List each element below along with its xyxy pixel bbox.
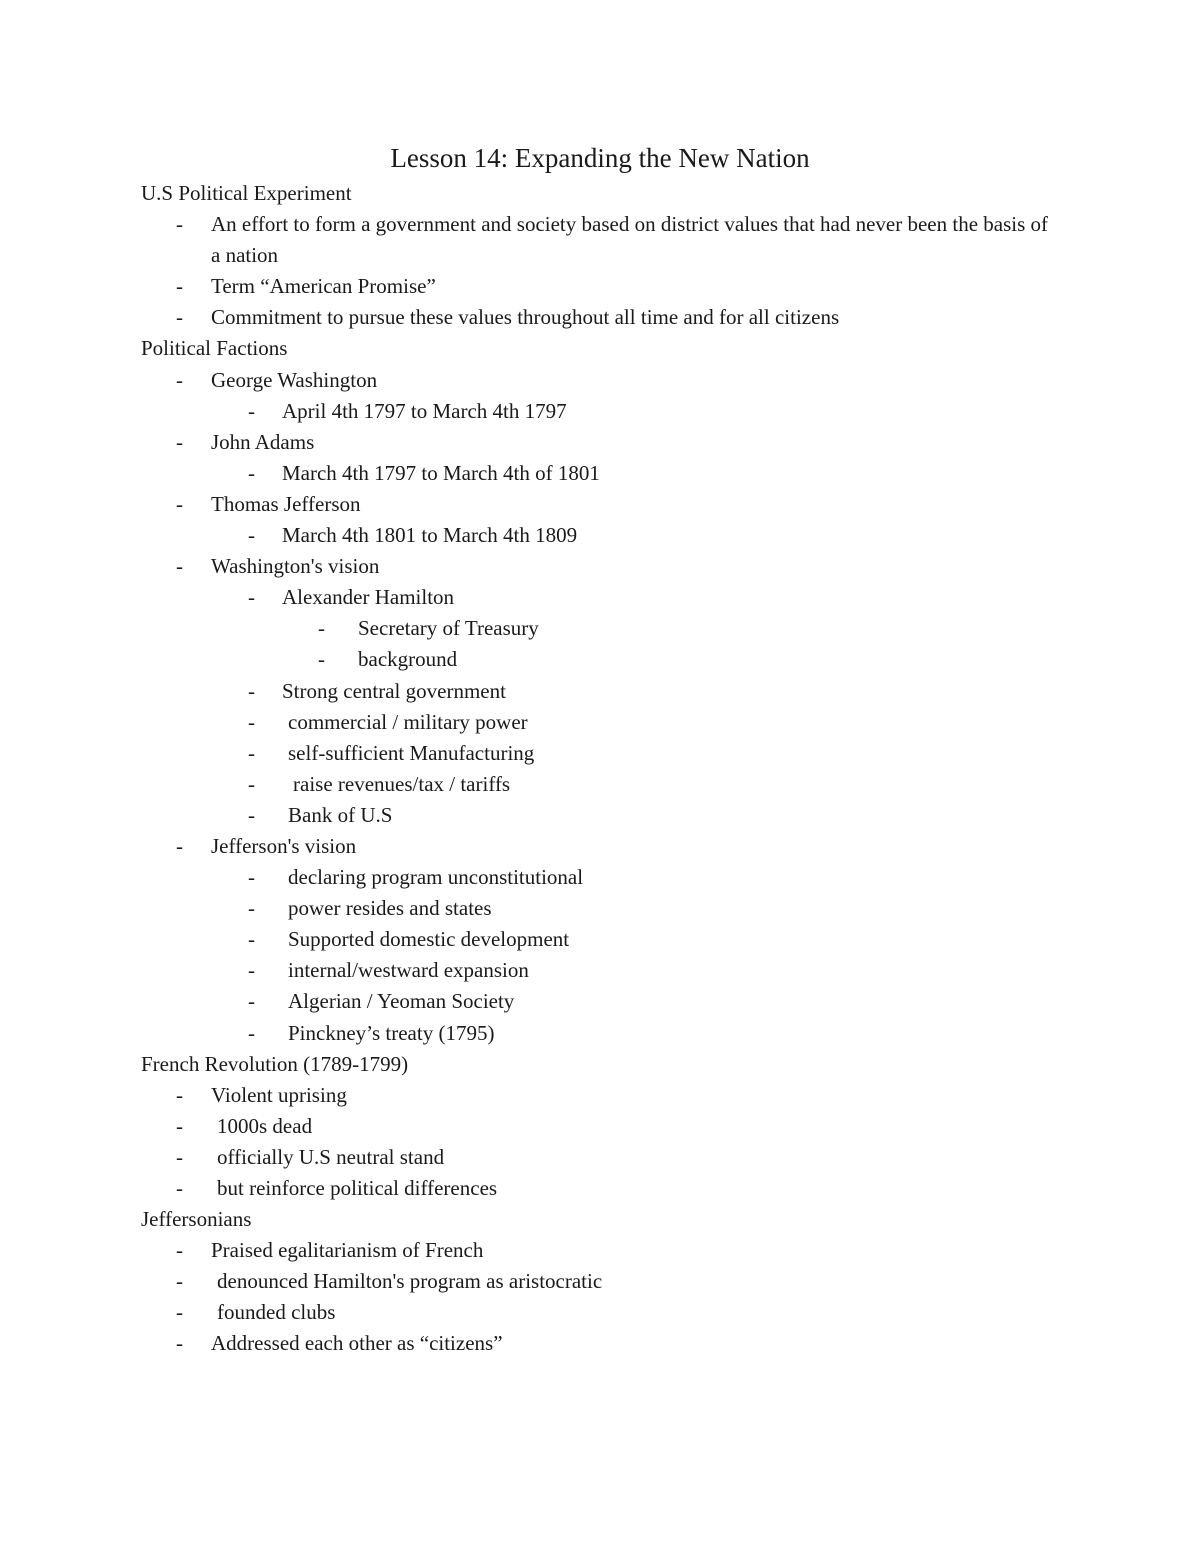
list-item-text: Praised egalitarianism of French	[211, 1238, 484, 1263]
list-item-text: but reinforce political differences	[217, 1176, 498, 1200]
list-item-text: An effort to form a government and society based on district values that had never been the basis of a nation	[211, 212, 1049, 268]
list-item-text: founded clubs	[217, 1300, 336, 1325]
list-item	[141, 955, 1061, 986]
list-item	[141, 396, 1061, 427]
list-item	[141, 1142, 1061, 1173]
list-item	[141, 1328, 1061, 1359]
list-item-text: Alexander Hamilton	[282, 585, 455, 610]
bullet-dash: -	[248, 802, 255, 827]
list-item-text: 1000s dead	[217, 1113, 313, 1138]
list-item-text: March 4th 1797 to March 4th of 1801	[282, 460, 600, 485]
list-item	[141, 986, 1061, 1017]
list-item-text: Supported domestic development	[288, 927, 570, 952]
page-title: Lesson 14: Expanding the New Nation	[390, 143, 810, 173]
section-heading-french-revolution: French Revolution (1789-1799)	[141, 1051, 409, 1076]
bullet-dash: -	[248, 927, 255, 952]
list-item-text: denounced Hamilton's program as aristocratic	[217, 1269, 603, 1294]
bullet-dash: -	[176, 1144, 183, 1169]
list-item	[141, 271, 1061, 302]
list-item	[141, 613, 1061, 644]
list-item-text: Pinckney’s treaty (1795)	[288, 1020, 495, 1045]
bullet-dash: -	[176, 1113, 183, 1138]
list-item-text: Thomas Jefferson	[211, 491, 361, 516]
sublist-container	[141, 458, 1061, 489]
list-item-text: Washington's vision	[211, 554, 380, 579]
bullet-dash: -	[248, 1020, 255, 1045]
list-item	[141, 209, 1061, 271]
bullet-dash: -	[248, 398, 255, 423]
sublist-container	[141, 862, 1061, 1049]
bullet-dash: -	[176, 1082, 183, 1107]
list-item	[141, 1018, 1061, 1049]
sublist	[141, 862, 1061, 1049]
bullet-dash: -	[176, 1300, 183, 1325]
bullet-dash: -	[248, 678, 255, 703]
list-item-text: John Adams	[211, 429, 315, 454]
list-item-text: Secretary of Treasury	[358, 616, 539, 641]
bullet-dash: -	[176, 1269, 183, 1294]
bullet-dash: -	[248, 896, 255, 921]
list-item	[141, 1235, 1061, 1266]
bullet-dash: -	[176, 1331, 183, 1356]
bullet-dash: -	[176, 1176, 183, 1200]
list-item-text: raise revenues/tax / tariffs	[293, 771, 511, 796]
bullet-dash: -	[248, 709, 255, 734]
list-item	[141, 551, 1061, 582]
list-item	[141, 1080, 1061, 1111]
list-item-text: Violent uprising	[211, 1082, 347, 1107]
bullet-dash: -	[176, 274, 183, 299]
sublist-container	[141, 396, 1061, 427]
list-item-text: April 4th 1797 to March 4th 1797	[282, 398, 567, 423]
bullet-dash: -	[248, 585, 255, 610]
sublist	[141, 396, 1061, 427]
list-item	[141, 520, 1061, 551]
bullet-dash: -	[248, 989, 255, 1014]
bullet-dash: -	[176, 367, 183, 392]
list-item	[141, 489, 1061, 520]
list-item-text: power resides and states	[288, 896, 492, 921]
bullet-dash: -	[176, 491, 183, 516]
sublist	[141, 520, 1061, 551]
list-item	[141, 1266, 1061, 1297]
bullet-dash: -	[176, 554, 183, 579]
bullet-dash: -	[176, 1238, 183, 1263]
bullet-dash: -	[318, 647, 325, 672]
list-item-text: Bank of U.S	[288, 802, 393, 827]
list-item	[141, 738, 1061, 769]
bullet-dash: -	[176, 833, 183, 858]
bullet-dash: -	[248, 740, 255, 765]
list-item	[141, 644, 1061, 675]
section-heading-political-experiment: U.S Political Experiment	[141, 181, 352, 205]
list-item	[141, 862, 1061, 893]
list-item-text: commercial / military power	[288, 709, 528, 734]
bullet-dash: -	[248, 771, 255, 796]
list-item	[141, 458, 1061, 489]
list-item	[141, 1111, 1061, 1142]
list-item	[141, 893, 1061, 924]
jeffersonians-list	[141, 1235, 1061, 1359]
list-item-text: Term “American Promise”	[211, 274, 436, 299]
list-item-text: March 4th 1801 to March 4th 1809	[282, 523, 578, 548]
list-item-text: internal/westward expansion	[288, 958, 529, 983]
list-item	[141, 365, 1061, 396]
sublist-container	[141, 613, 1061, 675]
list-item-text: George Washington	[211, 367, 378, 392]
list-item	[141, 924, 1061, 955]
list-item-text: Addressed each other as “citizens”	[211, 1331, 503, 1356]
sublist-container	[141, 582, 1061, 831]
list-item-text: background	[358, 647, 458, 672]
notes-body	[141, 178, 1061, 1360]
list-item-text: declaring program unconstitutional	[288, 865, 584, 890]
list-item	[141, 302, 1061, 333]
list-item-text: officially U.S neutral stand	[217, 1144, 445, 1169]
sublist	[141, 582, 1061, 831]
bullet-dash: -	[248, 958, 255, 983]
political-experiment-list	[141, 209, 1061, 333]
bullet-dash: -	[176, 212, 183, 237]
bullet-dash: -	[248, 865, 255, 890]
list-item	[141, 831, 1061, 862]
list-item	[141, 707, 1061, 738]
french-revolution-list	[141, 1080, 1061, 1204]
list-item-text: Algerian / Yeoman Society	[288, 989, 515, 1014]
sublist-container	[141, 520, 1061, 551]
bullet-dash: -	[248, 460, 255, 485]
sublist	[141, 458, 1061, 489]
list-item-text: Commitment to pursue these values throughout all time and for all citizens	[211, 305, 840, 330]
list-item	[141, 800, 1061, 831]
list-item-text: self-sufficient Manufacturing	[288, 740, 535, 765]
list-item-text: Strong central government	[282, 678, 506, 703]
bullet-dash: -	[176, 305, 183, 330]
section-heading-political-factions: Political Factions	[141, 336, 288, 361]
political-factions-list	[141, 365, 1061, 1049]
list-item-text: Jefferson's vision	[211, 833, 357, 858]
list-item	[141, 676, 1061, 707]
section-heading-jeffersonians: Jeffersonians	[141, 1207, 252, 1232]
sublist	[141, 613, 1061, 675]
list-item	[141, 769, 1061, 800]
bullet-dash: -	[248, 523, 255, 548]
list-item	[141, 582, 1061, 613]
bullet-dash: -	[176, 429, 183, 454]
list-item	[141, 427, 1061, 458]
list-item	[141, 1173, 1061, 1204]
bullet-dash: -	[318, 616, 325, 641]
list-item	[141, 1297, 1061, 1328]
